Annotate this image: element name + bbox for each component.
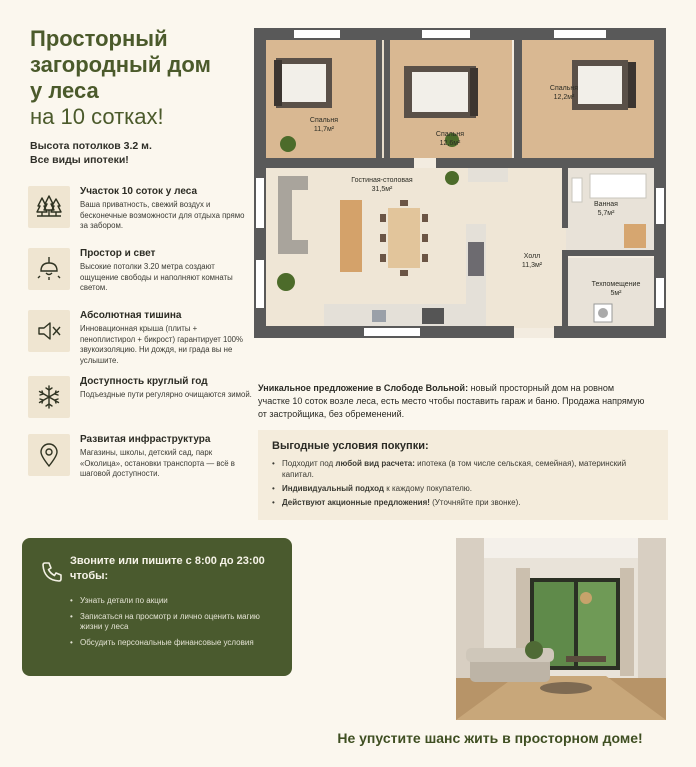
feature-desc: Ваша приватность, свежий воздух и бесконечные возможности для отдыха прямо за забором.	[80, 200, 245, 230]
feature-title: Абсолютная тишина	[80, 310, 182, 321]
room-area: 12,2м²	[553, 94, 575, 101]
room-name: Спальня	[435, 131, 465, 138]
contact-item: • Обсудить персональные финансовые условия	[70, 638, 276, 649]
floor-plan	[254, 28, 666, 338]
intro-text	[258, 382, 648, 421]
room-name: Холл	[523, 253, 541, 260]
feature-forest	[28, 186, 252, 248]
interior-photo	[456, 538, 666, 720]
room-name: Спальня	[309, 117, 339, 124]
room-name: Спальня	[549, 85, 579, 92]
terms-item-bold: Действуют акционные предложения!	[282, 498, 430, 507]
feature-light	[28, 248, 252, 310]
room-name: Техпомещение	[591, 281, 641, 288]
location-pin-icon	[28, 434, 70, 476]
mute-icon	[28, 310, 70, 352]
forest-icon	[28, 186, 70, 228]
subtitle-line-1: Высота потолков 3.2 м.	[30, 140, 152, 152]
contact-item: • Записаться на просмотр и лично оценить магию жизни у леса	[70, 612, 276, 633]
feature-access	[28, 376, 252, 434]
terms-item-bold: любой вид расчета:	[335, 459, 415, 468]
feature-desc: Высокие потолки 3.20 метра создают ощущение свободы и наполняют комнаты светом.	[80, 262, 233, 292]
feature-title: Доступность круглый год	[80, 376, 208, 387]
feature-title: Участок 10 соток у леса	[80, 186, 198, 197]
terms-title: Выгодные условия покупки:	[272, 440, 429, 452]
feature-desc: Подъездные пути регулярно очищаются зимой.	[80, 390, 252, 399]
room-area: 11,3м²	[521, 262, 543, 269]
feature-desc: Инновационная крыша (плиты + пеноплистирол + бикрост) гарантирует 100% звукоизоляцию. Ни дождя, ни града вы не услышите.	[80, 324, 243, 365]
contact-title: Звоните или пишите с 8:00 до 23:00 чтобы:	[70, 555, 265, 582]
phone-icon	[40, 560, 64, 584]
contact-item: • Узнать детали по акции	[70, 596, 276, 607]
terms-item-text: к каждому покупателю.	[384, 484, 472, 493]
title-line-3: у леса	[30, 78, 99, 103]
title-line-1: Просторный	[30, 26, 168, 51]
feature-title: Простор и свет	[80, 248, 156, 259]
terms-item-text: Подходит под	[282, 459, 336, 468]
intro-body: новый просторный дом на ровном участке 10 соток возле леса, есть место чтобы поставить гараж и баню. Продажа напрямую от застройщика, без обременений.	[258, 383, 645, 419]
title-line-4: на 10 сотках!	[30, 104, 164, 129]
terms-item	[272, 458, 654, 480]
room-name: Ванная	[594, 201, 618, 208]
feature-list	[28, 186, 252, 496]
terms-item	[272, 497, 654, 508]
room-area: 11,7м²	[313, 126, 335, 133]
room-area: 5м²	[610, 290, 622, 297]
room-name: Гостиная-столовая	[351, 177, 413, 184]
feature-title: Развитая инфраструктура	[80, 434, 211, 445]
terms-item	[272, 483, 654, 494]
room-area: 31,5м²	[371, 186, 393, 193]
page-title	[30, 26, 250, 130]
room-area: 12,6м²	[439, 140, 461, 147]
subtitle	[30, 139, 250, 167]
contact-card	[22, 538, 292, 676]
feature-desc: Магазины, школы, детский сад, парк «Околица», остановки транспорта — всё в шаговой доступности.	[80, 448, 235, 478]
intro-bold: Уникальное предложение в Слободе Вольной:	[258, 383, 469, 393]
call-to-action: Не упустите шанс жить в просторном доме!	[337, 730, 643, 746]
lamp-icon	[28, 248, 70, 290]
room-area: 5,7м²	[597, 210, 615, 217]
terms-item-bold: Индивидуальный подход	[282, 484, 384, 493]
feature-silence	[28, 310, 252, 376]
terms-item-text: ипотека (в том числе сельская, семейная), материнский капитал.	[282, 459, 627, 479]
snowflake-icon	[28, 376, 70, 418]
purchase-terms	[258, 430, 668, 520]
subtitle-line-2: Все виды ипотеки!	[30, 154, 129, 166]
title-line-2: загородный дом	[30, 52, 211, 77]
terms-item-text: (Уточняйте при звонке).	[429, 498, 521, 507]
feature-infrastructure	[28, 434, 252, 496]
